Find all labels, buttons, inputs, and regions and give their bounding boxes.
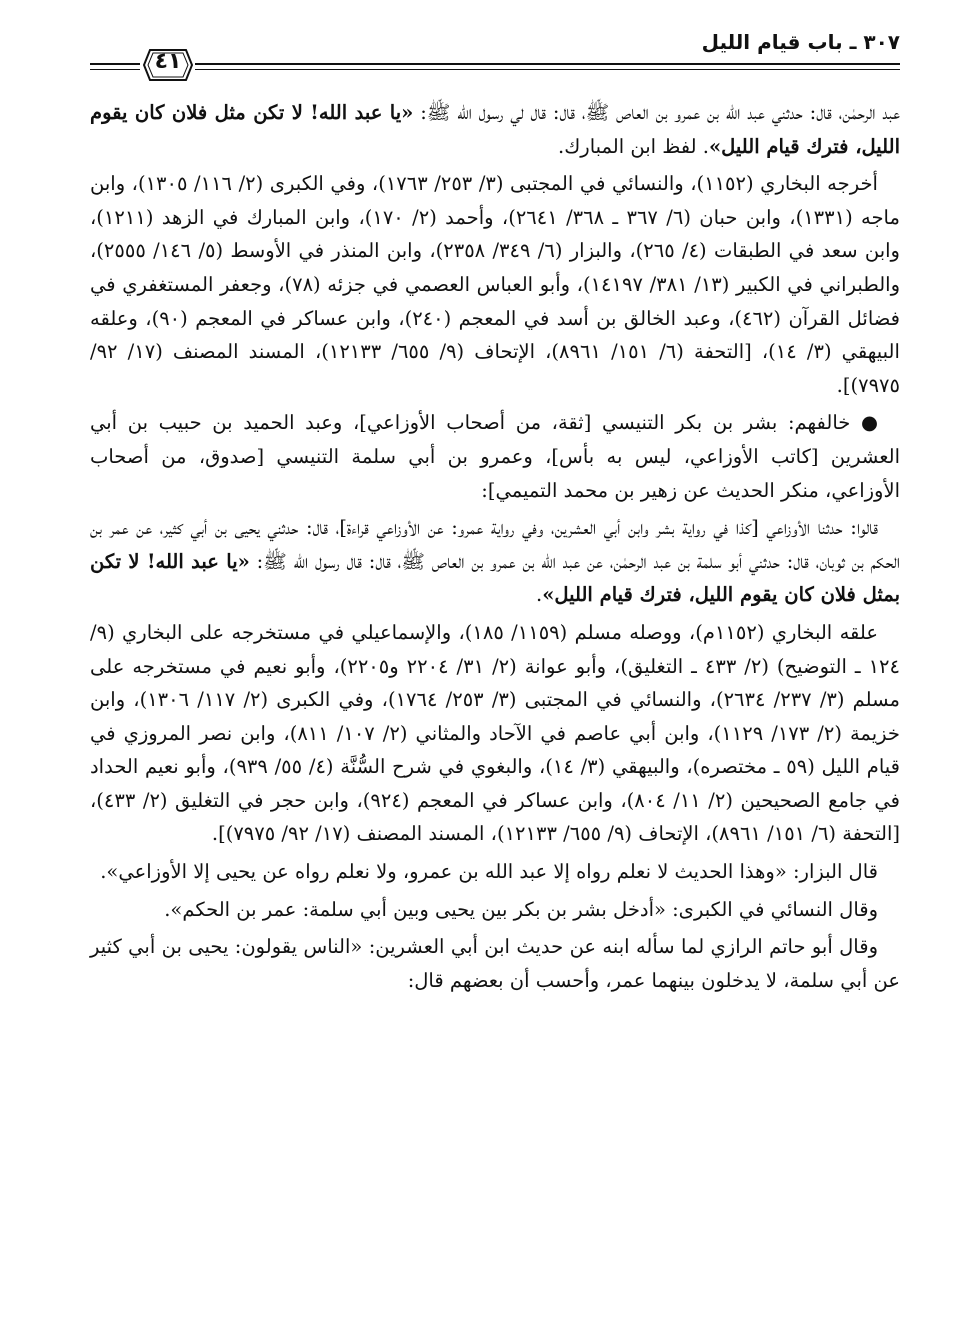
hadith-text: «يا عبد الله! لا تكن مثل فلان كان يقوم الليل، فترك قيام الليل» [90,101,900,158]
paragraph-text: علقه البخاري (١١٥٢م)، ووصله مسلم (١١٥٩/ ١٨٥)، والإسماعيلي في مستخرجه على البخاري (٩/ ١٢٤ ـ التوضيح) (٢/ ٤٣٣ ـ التغليق)، وأبو عوانة (٢/ ٣١/ ٢٢٠٤ و٢٢٠٥)، وأبو نعيم في مستخرجه على مسلم (٣/ ٢٣٧/ ٢٦٣٤)، والنسائي في المجتبى (٣/ ٢٥٣/ ١٧٦٤)، وفي الكبرى (٢/ ١١٧/ ١٣٠٦)، وابن خزيمة (٢/ ١٧٣/ ١١٢٩)، وابن أبي عاصم في الآحاد والمثاني (٢/ ١٠٧/ ٨١١)، وابن نصر المروزي في قيام الليل (٥٩ ـ مختصره)، والبيهقي (٣/ ١٤)، والبغوي في شرح السُّنَّة (٤/ ٥٥/ ٩٣٩)، وأبو نعيم الحداد في جامع الصحيحين (٢/ ١١/ ٨٠٤)، وابن عساكر في المعجم (٩٢٤)، وابن حجر في التغليق (٢/ ٤٣٣)، [التحفة (٦/ ١٥١/ ٨٩٦١)، الإتحاف (٩/ ٦٥٥/ ١٢١٣٣)، المسند المصنف (١٧/ ٩٢/ ٧٩٧٥)]. [90,620,900,846]
paragraph [90,893,900,927]
page-number: ٤١ [154,49,182,74]
paragraph [90,96,900,163]
paragraph-text: عبد الرحمٰن، قال: حدثني عبد الله بن عمرو بن العاص ﷺ، قال: قال لي رسول الله ﷺ: [413,101,900,124]
hadith-text: «يا عبد الله! لا تكن بمثل فلان كان يقوم الليل، فترك قيام الليل» [90,549,900,607]
chapter-title: ٣٠٧ ـ باب قيام الليل [701,30,900,54]
paragraph-tail: . [535,583,543,607]
page-number-badge [142,46,194,84]
paragraph [90,511,900,612]
header-rule [90,69,140,70]
header-rule [195,69,900,70]
paragraph [90,616,900,851]
paragraph-text: وقال النسائي في الكبرى: «أدخل بشر بن بكر بين يحيى وبين أبي سلمة: عمر بن الحكم». [164,897,878,921]
paragraph [90,930,900,997]
paragraph-text: قال البزار: «وهذا الحديث لا نعلم رواه إلا عبد الله بن عمرو، ولا نعلم رواه عن يحيى إلا الأوزاعي». [100,860,878,884]
paragraph [90,406,900,507]
paragraph [90,855,900,889]
paragraph [90,167,900,402]
paragraph-text: وقال أبو حاتم الرازي لما سأله ابنه عن حديث ابن أبي العشرين: «الناس يقولون: يحيى بن أبي كثير عن أبي سلمة، لا يدخلون بينهما عمر، وأحسب أن بعضهم قال: [90,935,900,992]
paragraph-text: أخرجه البخاري (١١٥٢)، والنسائي في المجتبى (٣/ ٢٥٣/ ١٧٦٣)، وفي الكبرى (٢/ ١١٦/ ١٣٠٥)، وابن ماجه (١٣٣١)، وابن حبان (٦/ ٣٦٧ ـ ٣٦٨/ ٢٦٤١)، وأحمد (٢/ ١٧٠)، وابن المبارك في الزهد (١٢١١)، وابن سعد في الطبقات (٤/ ٢٦٥)، والبزار (٦/ ٣٤٩/ ٢٣٥٨)، وابن المنذر في الأوسط (٥/ ١٤٦/ ٢٥٥٥)، والطبراني في الكبير (١٣/ ٣٨١/ ١٤١٩٧)، وأبو العباس العصمي في جزئه (٧٨)، وجعفر المستغفري في فضائل القرآن (٤٦٢)، وعبد الخالق بن أسد في المعجم (٢٤٠)، وابن عساكر في المعجم (٩٠)، وعلقه البيهقي (٣/ ١٤)، [التحفة (٦/ ١٥١/ ٨٩٦١)، الإتحاف (٩/ ٦٥٥/ ١٢١٣٣)، المسند المصنف (١٧/ ٩٢/ ٧٩٧٥)]. [90,172,901,397]
page-header [90,26,900,88]
header-rule [195,63,900,65]
page-body [90,96,900,1001]
paragraph-text: ● خالفهم: بشر بن بكر التنيسي [ثقة، من أصحاب الأوزاعي]، وعبد الحميد بن حبيب بن أبي العشرين [كاتب الأوزاعي، ليس به بأس]، وعمرو بن أبي سلمة التنيسي [صدوق، من أصحاب الأوزاعي، منكر الحديث عن زهير بن محمد التميمي]: [90,411,900,502]
paragraph-tail: . لفظ ابن المبارك. [558,134,709,158]
header-rule [90,63,140,65]
paragraph-text: قالوا: حدثنا الأوزاعي [كذا في رواية بشر وابن أبي العشرين، وفي رواية عمرو: عن الأوزاعي قراءة]، قال: حدثني يحيى بن أبي كثير، عن عمر بن الحكم بن ثوبان، قال: حدثني أبو سلمة بن عبد الرحمٰن، عن عبد الله بن عمرو بن العاص ﷺ، قال: قال رسول الله ﷺ: [90,516,900,573]
